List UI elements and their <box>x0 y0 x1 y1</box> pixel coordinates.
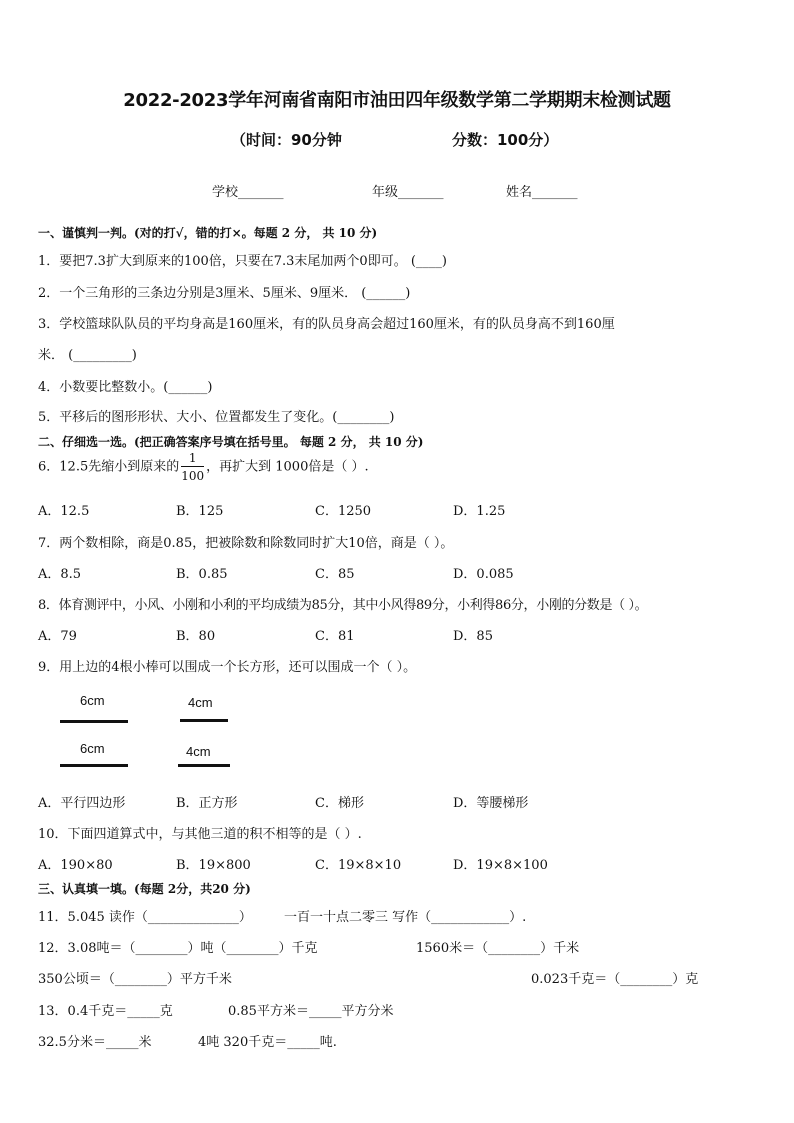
q6-option-a: A．12.5 <box>38 504 90 519</box>
question-10: 10．下面四道算式中，与其他三道的积不相等的是（ ）. <box>38 827 362 842</box>
q7-option-a: A．8.5 <box>38 567 82 582</box>
q8-option-b: B．80 <box>176 629 216 644</box>
stick-6cm-bottom <box>60 764 128 767</box>
q9-option-d: D．等腰梯形 <box>453 796 529 811</box>
page-title: 2022-2023学年河南省南阳市油田四年级数学第二学期期末检测试题 <box>123 90 671 111</box>
question-3-line2: 米． (_________) <box>38 348 137 363</box>
question-12-part3: 350公顷＝（________）平方千米 <box>38 972 232 987</box>
question-13-part1: 13．0.4千克＝_____克 <box>38 1004 173 1019</box>
question-13-part3: 32.5分米＝_____米 <box>38 1035 152 1050</box>
q6-option-b: B．125 <box>176 504 224 519</box>
q7-option-b: B．0.85 <box>176 567 228 582</box>
q8-option-a: A．79 <box>38 629 77 644</box>
stick-label-6cm-bottom: 6cm <box>80 741 105 756</box>
question-12-part4: 0.023千克＝（________）克 <box>531 972 699 987</box>
exam-time: （时间：90分钟 <box>231 131 342 149</box>
question-6-suffix: ，再扩大到 1000倍是（ ）. <box>206 459 369 475</box>
name-field: 姓名_______ <box>506 185 578 200</box>
q10-option-c: C．19×8×10 <box>315 858 402 873</box>
stick-4cm-bottom <box>178 764 230 767</box>
fraction-denominator: 100 <box>181 469 205 483</box>
fraction-numerator: 1 <box>181 452 204 467</box>
question-11-part2: 一百一十点二零三 写作（____________）. <box>284 910 527 925</box>
q9-option-c: C．梯形 <box>315 796 364 811</box>
question-2: 2．一个三角形的三条边分别是3厘米、5厘米、9厘米． (______) <box>38 286 411 301</box>
question-9: 9．用上边的4根小棒可以围成一个长方形，还可以围成一个（ ）。 <box>38 660 417 675</box>
question-6 <box>38 452 369 482</box>
stick-label-4cm-top: 4cm <box>188 695 213 710</box>
question-7: 7．两个数相除，商是0.85，把被除数和除数同时扩大10倍，商是（ ）。 <box>38 536 454 551</box>
q7-option-c: C．85 <box>315 567 355 582</box>
school-field: 学校_______ <box>212 185 284 200</box>
question-12-part1: 12．3.08吨＝（________）吨（________）千克 <box>38 941 318 956</box>
stick-6cm-top <box>60 720 128 723</box>
question-1: 1．要把7.3扩大到原来的100倍，只要在7.3末尾加两个0即可。 (____) <box>38 254 447 269</box>
section3-heading: 三、认真填一填。(每题 2分，共20 分) <box>38 882 251 896</box>
question-11-part1: 11．5.045 读作（______________） <box>38 910 252 925</box>
q9-option-b: B．正方形 <box>176 796 238 811</box>
q6-option-c: C．1250 <box>315 504 372 519</box>
question-13-part2: 0.85平方米＝_____平方分米 <box>228 1004 394 1019</box>
question-8: 8．体育测评中，小风、小刚和小利的平均成绩为85分，其中小风得89分，小利得86分，小刚的分数是（ ）。 <box>38 598 648 613</box>
section1-heading: 一、谨慎判一判。(对的打√，错的打×。每题 2 分， 共 10 分) <box>38 226 378 240</box>
fraction-one-hundredth <box>181 452 204 482</box>
question-6-prefix: 6．12.5先缩小到原来的 <box>38 459 180 475</box>
q10-option-b: B．19×800 <box>176 858 251 873</box>
question-3-line1: 3．学校篮球队队员的平均身高是160厘米，有的队员身高会超过160厘米，有的队员身高不到160厘 <box>38 317 615 332</box>
q7-option-d: D．0.085 <box>453 567 514 582</box>
section2-heading: 二、仔细选一选。(把正确答案序号填在括号里。 每题 2 分， 共 10 分) <box>38 435 424 449</box>
question-12-part2: 1560米＝（________）千米 <box>416 941 580 956</box>
grade-field: 年级_______ <box>372 185 444 200</box>
stick-label-4cm-bottom: 4cm <box>186 744 211 759</box>
question-4: 4．小数要比整数小。(______) <box>38 380 213 395</box>
q8-option-c: C．81 <box>315 629 355 644</box>
stick-4cm-top <box>180 719 228 722</box>
q10-option-a: A．190×80 <box>38 858 113 873</box>
exam-score: 分数：100分） <box>452 131 559 149</box>
q9-option-a: A．平行四边形 <box>38 796 126 811</box>
q6-option-d: D．1.25 <box>453 504 506 519</box>
stick-label-6cm-top: 6cm <box>80 693 105 708</box>
question-5: 5．平移后的图形形状、大小、位置都发生了变化。(________) <box>38 410 395 425</box>
q10-option-d: D．19×8×100 <box>453 858 548 873</box>
question-13-part4: 4吨 320千克＝_____吨. <box>198 1035 337 1050</box>
q8-option-d: D．85 <box>453 629 493 644</box>
